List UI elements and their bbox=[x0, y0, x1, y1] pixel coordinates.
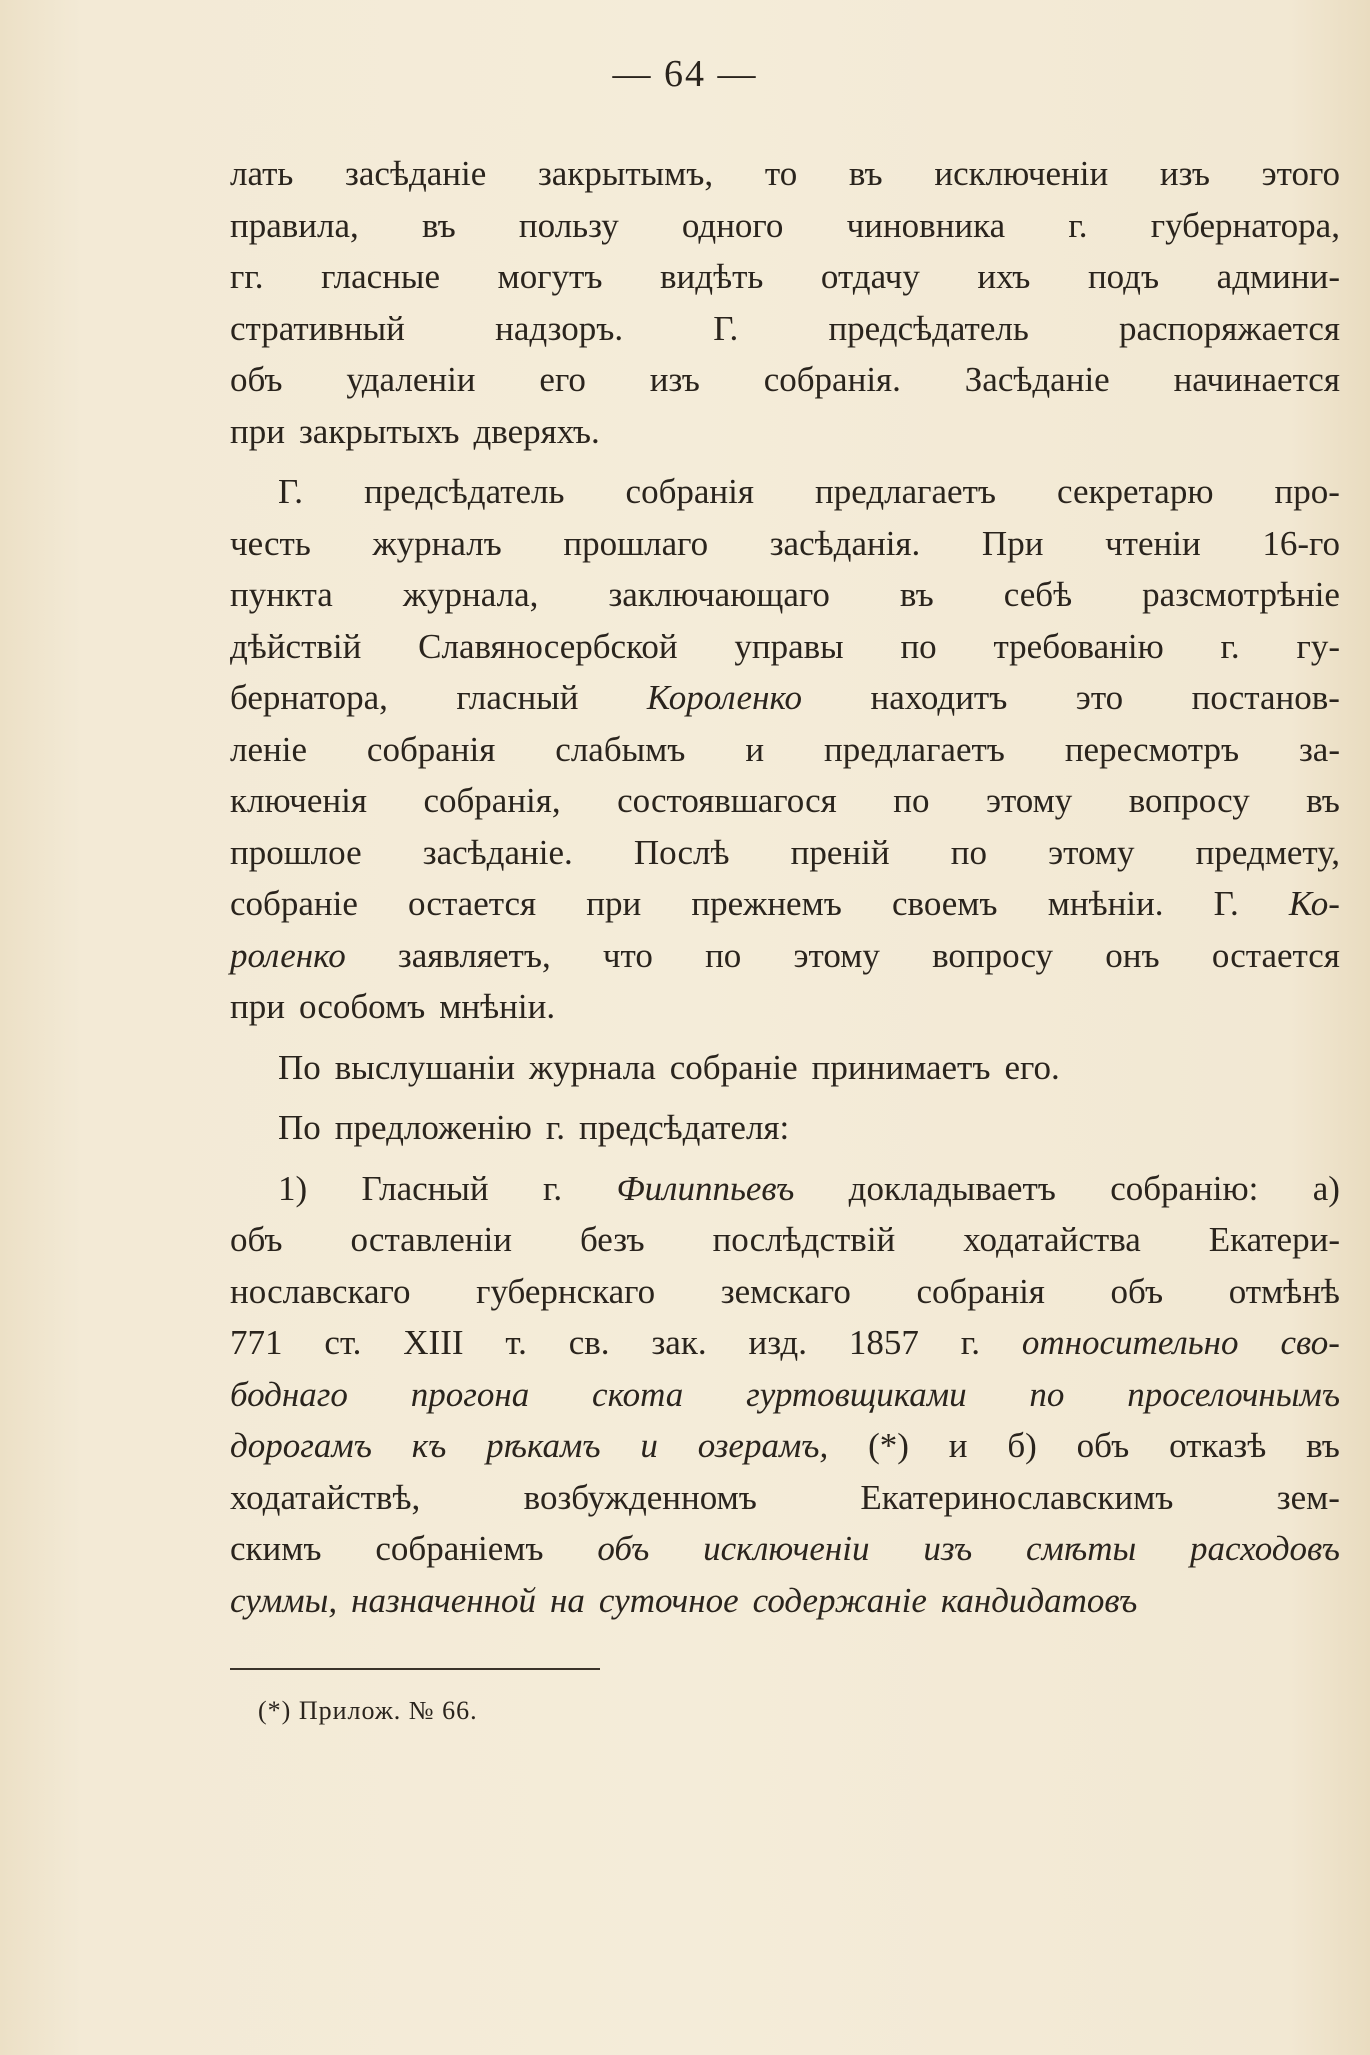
text-line: честь журналъ прошлаго засѣданія. При чтеніи 16-го bbox=[230, 523, 1340, 563]
text-line: По предложенію г. предсѣдателя: bbox=[278, 1108, 790, 1147]
text-line: гг. гласные могутъ видѣть отдачу ихъ подъ админи- bbox=[230, 257, 1340, 296]
text-line: ходатайствѣ, возбужденномъ Екатеринославскимъ зем- bbox=[230, 1477, 1340, 1517]
text-line: прошлое засѣданіе. Послѣ преній по этому предмету, bbox=[230, 832, 1340, 872]
text-line: леніе собранія слабымъ и предлагаетъ пересмотръ за- bbox=[230, 729, 1340, 769]
paragraph bbox=[230, 148, 1340, 457]
footnote: (*) Прилож. № 66. bbox=[258, 1696, 478, 1725]
text-line: правила, въ пользу одного чиновника г. губернатора, bbox=[230, 205, 1340, 245]
paragraph bbox=[230, 1163, 1340, 1627]
text-line: ключенія собранія, состоявшагося по этому вопросу въ bbox=[230, 781, 1340, 820]
text-line: дѣйствій Славяносербской управы по требованію г. гу- bbox=[230, 626, 1340, 666]
text-line: 1) Гласный г. Филиппьевъ докладываетъ собранію: а) bbox=[278, 1168, 1340, 1208]
text-line: дорогамъ къ рѣкамъ и озерамъ, (*) и б) объ отказѣ въ bbox=[230, 1426, 1340, 1465]
text-line: при особомъ мнѣніи. bbox=[230, 987, 556, 1026]
text-line: суммы, назначенной на суточное содержаніе кандидатовъ bbox=[230, 1580, 1138, 1620]
text-line: Г. предсѣдатель собранія предлагаетъ секретарю про- bbox=[278, 472, 1340, 511]
text-line: лать засѣданіе закрытымъ, то въ исключеніи изъ этого bbox=[230, 154, 1340, 193]
text-line: роленко заявляетъ, что по этому вопросу онъ остается bbox=[230, 935, 1340, 975]
paragraph bbox=[230, 1042, 1340, 1094]
text-line: скимъ собраніемъ объ исключеніи изъ смѣты расходовъ bbox=[230, 1529, 1340, 1568]
text-line: боднаго прогона скота гуртовщиками по проселочнымъ bbox=[230, 1374, 1340, 1414]
text-line: пункта журнала, заключающаго въ себѣ разсмотрѣніе bbox=[230, 575, 1340, 614]
main-text bbox=[230, 148, 1340, 1626]
footnote-rule bbox=[230, 1668, 600, 1670]
text-line: при закрытыхъ дверяхъ. bbox=[230, 411, 600, 451]
text-line: стративный надзоръ. Г. предсѣдатель распоряжается bbox=[230, 308, 1340, 348]
text-line: По выслушаніи журнала собраніе принимаетъ его. bbox=[278, 1047, 1060, 1087]
text-line: бернатора, гласный Короленко находитъ это постанов- bbox=[230, 678, 1340, 717]
text-line: собраніе остается при прежнемъ своемъ мнѣніи. Г. Ко- bbox=[230, 884, 1340, 923]
text-line: нославскаго губернскаго земскаго собранія объ отмѣнѣ bbox=[230, 1271, 1340, 1311]
paragraph bbox=[230, 1102, 1340, 1154]
text-line: 771 ст. XIII т. св. зак. изд. 1857 г. относительно сво- bbox=[230, 1323, 1340, 1362]
text-line: объ оставленіи безъ послѣдствій ходатайства Екатери- bbox=[230, 1220, 1340, 1259]
text-line: объ удаленіи его изъ собранія. Засѣданіе начинается bbox=[230, 360, 1340, 399]
paragraph bbox=[230, 466, 1340, 1033]
page-number: — 64 — bbox=[612, 53, 758, 95]
